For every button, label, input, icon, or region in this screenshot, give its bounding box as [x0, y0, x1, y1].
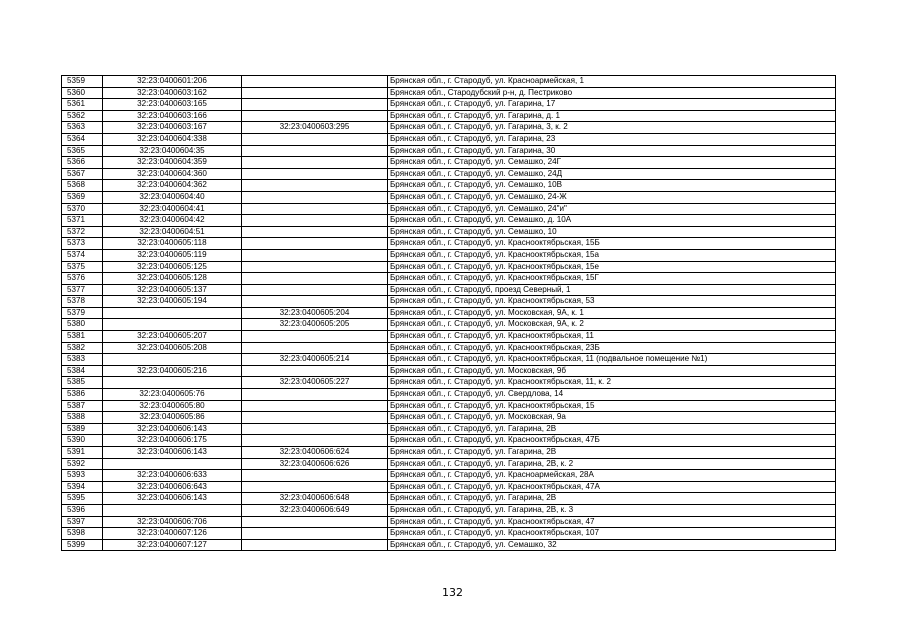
land-cadastral-number-cell: 32:23:0400605:125 [103, 261, 242, 273]
land-cadastral-number-cell [103, 319, 242, 331]
land-cadastral-number-cell: 32:23:0400604:35 [103, 145, 242, 157]
table-row [62, 516, 836, 528]
land-cadastral-number-cell: 32:23:0400605:208 [103, 342, 242, 354]
object-cadastral-number-cell [242, 273, 388, 285]
row-number-cell: 5385 [62, 377, 103, 389]
address-cell: Брянская обл., г. Стародуб, ул. Гагарина, 30 [388, 145, 836, 157]
row-number-cell: 5359 [62, 76, 103, 88]
object-cadastral-number-cell [242, 389, 388, 401]
address-cell: Брянская обл., г. Стародуб, ул. Свердлова, 14 [388, 389, 836, 401]
land-cadastral-number-cell: 32:23:0400604:359 [103, 157, 242, 169]
address-cell: Брянская обл., г. Стародуб, ул. Гагарина, 2В [388, 447, 836, 459]
address-cell: Брянская обл., г. Стародуб, ул. Краснооктябрьская, 47А [388, 481, 836, 493]
address-cell: Брянская обл., г. Стародуб, ул. Гагарина, 2В, к. 3 [388, 504, 836, 516]
table-row [62, 191, 836, 203]
object-cadastral-number-cell [242, 168, 388, 180]
table-row [62, 180, 836, 192]
table-row [62, 99, 836, 111]
object-cadastral-number-cell [242, 249, 388, 261]
row-number-cell: 5375 [62, 261, 103, 273]
table-row [62, 307, 836, 319]
object-cadastral-number-cell [242, 481, 388, 493]
table-row [62, 273, 836, 285]
table-row [62, 400, 836, 412]
row-number-cell: 5378 [62, 296, 103, 308]
address-cell: Брянская обл., г. Стародуб, ул. Гагарина, 2В [388, 493, 836, 505]
address-cell: Брянская обл., г. Стародуб, ул. Московская, 9б [388, 365, 836, 377]
object-cadastral-number-cell [242, 342, 388, 354]
land-cadastral-number-cell: 32:23:0400605:207 [103, 331, 242, 343]
row-number-cell: 5398 [62, 528, 103, 540]
object-cadastral-number-cell [242, 539, 388, 551]
table-row [62, 365, 836, 377]
page-number: 132 [442, 586, 463, 599]
table-row [62, 261, 836, 273]
address-cell: Брянская обл., г. Стародуб, ул. Семашко, 24Д [388, 168, 836, 180]
address-cell: Брянская обл., г. Стародуб, ул. Семашко, 10 [388, 226, 836, 238]
object-cadastral-number-cell [242, 261, 388, 273]
table-row [62, 133, 836, 145]
table-body [62, 76, 836, 551]
address-cell: Брянская обл., г. Стародуб, ул. Краснооктябрьская, 11 [388, 331, 836, 343]
row-number-cell: 5373 [62, 238, 103, 250]
address-cell: Брянская обл., г. Стародуб, ул. Краснооктябрьская, 107 [388, 528, 836, 540]
row-number-cell: 5395 [62, 493, 103, 505]
table-row [62, 377, 836, 389]
object-cadastral-number-cell [242, 110, 388, 122]
land-cadastral-number-cell: 32:23:0400606:643 [103, 481, 242, 493]
object-cadastral-number-cell [242, 76, 388, 88]
row-number-cell: 5390 [62, 435, 103, 447]
table-row [62, 203, 836, 215]
address-cell: Брянская обл., г. Стародуб, ул. Гагарина, 2В [388, 423, 836, 435]
object-cadastral-number-cell: 32:23:0400605:227 [242, 377, 388, 389]
table-row [62, 76, 836, 88]
address-cell: Брянская обл., г. Стародуб, ул. Гагарина, д. 1 [388, 110, 836, 122]
land-cadastral-number-cell [103, 307, 242, 319]
land-cadastral-number-cell: 32:23:0400601:206 [103, 76, 242, 88]
address-cell: Брянская обл., г. Стародуб, ул. Гагарина, 3, к. 2 [388, 122, 836, 134]
land-cadastral-number-cell: 32:23:0400605:194 [103, 296, 242, 308]
object-cadastral-number-cell [242, 365, 388, 377]
row-number-cell: 5387 [62, 400, 103, 412]
address-cell: Брянская обл., г. Стародуб, ул. Красноармейская, 28А [388, 470, 836, 482]
object-cadastral-number-cell [242, 157, 388, 169]
land-cadastral-number-cell [103, 504, 242, 516]
table-row [62, 238, 836, 250]
address-cell: Брянская обл., г. Стародуб, ул. Семашко, 24Г [388, 157, 836, 169]
land-cadastral-number-cell: 32:23:0400606:633 [103, 470, 242, 482]
land-cadastral-number-cell: 32:23:0400605:128 [103, 273, 242, 285]
object-cadastral-number-cell: 32:23:0400606:624 [242, 447, 388, 459]
land-cadastral-number-cell: 32:23:0400606:706 [103, 516, 242, 528]
land-cadastral-number-cell: 32:23:0400604:41 [103, 203, 242, 215]
table-row [62, 354, 836, 366]
land-cadastral-number-cell: 32:23:0400604:51 [103, 226, 242, 238]
row-number-cell: 5399 [62, 539, 103, 551]
row-number-cell: 5397 [62, 516, 103, 528]
address-cell: Брянская обл., г. Стародуб, ул. Краснооктябрьская, 15 [388, 400, 836, 412]
address-cell: Брянская обл., г. Стародуб, ул. Семашко, 32 [388, 539, 836, 551]
address-cell: Брянская обл., г. Стародуб, ул. Краснооктябрьская, 47 [388, 516, 836, 528]
address-cell: Брянская обл., г. Стародуб, ул. Семашко, д. 10А [388, 215, 836, 227]
table-row [62, 435, 836, 447]
row-number-cell: 5370 [62, 203, 103, 215]
table-row [62, 412, 836, 424]
land-cadastral-number-cell: 32:23:0400603:166 [103, 110, 242, 122]
row-number-cell: 5371 [62, 215, 103, 227]
table-row [62, 87, 836, 99]
row-number-cell: 5379 [62, 307, 103, 319]
row-number-cell: 5392 [62, 458, 103, 470]
land-cadastral-number-cell: 32:23:0400605:76 [103, 389, 242, 401]
table-row [62, 481, 836, 493]
table-row [62, 157, 836, 169]
land-cadastral-number-cell: 32:23:0400604:40 [103, 191, 242, 203]
cadastral-table [61, 75, 836, 551]
table-row [62, 319, 836, 331]
address-cell: Брянская обл., г. Стародуб, ул. Краснооктябрьская, 53 [388, 296, 836, 308]
object-cadastral-number-cell: 32:23:0400606:648 [242, 493, 388, 505]
table-row [62, 342, 836, 354]
land-cadastral-number-cell: 32:23:0400603:162 [103, 87, 242, 99]
row-number-cell: 5360 [62, 87, 103, 99]
object-cadastral-number-cell [242, 203, 388, 215]
address-cell: Брянская обл., г. Стародуб, ул. Семашко, 24-Ж [388, 191, 836, 203]
row-number-cell: 5368 [62, 180, 103, 192]
land-cadastral-number-cell: 32:23:0400605:216 [103, 365, 242, 377]
row-number-cell: 5388 [62, 412, 103, 424]
object-cadastral-number-cell: 32:23:0400605:205 [242, 319, 388, 331]
land-cadastral-number-cell: 32:23:0400605:118 [103, 238, 242, 250]
object-cadastral-number-cell [242, 296, 388, 308]
document-page [61, 75, 836, 551]
land-cadastral-number-cell: 32:23:0400606:143 [103, 423, 242, 435]
address-cell: Брянская обл., г. Стародуб, ул. Краснооктябрьская, 11, к. 2 [388, 377, 836, 389]
table-row [62, 284, 836, 296]
row-number-cell: 5389 [62, 423, 103, 435]
object-cadastral-number-cell [242, 87, 388, 99]
address-cell: Брянская обл., г. Стародуб, ул. Гагарина, 17 [388, 99, 836, 111]
address-cell: Брянская обл., Стародубский р-н, д. Пестриково [388, 87, 836, 99]
land-cadastral-number-cell: 32:23:0400604:42 [103, 215, 242, 227]
table-row [62, 168, 836, 180]
object-cadastral-number-cell: 32:23:0400605:214 [242, 354, 388, 366]
row-number-cell: 5376 [62, 273, 103, 285]
row-number-cell: 5374 [62, 249, 103, 261]
row-number-cell: 5362 [62, 110, 103, 122]
object-cadastral-number-cell [242, 435, 388, 447]
table-row [62, 331, 836, 343]
row-number-cell: 5361 [62, 99, 103, 111]
land-cadastral-number-cell [103, 354, 242, 366]
address-cell: Брянская обл., г. Стародуб, ул. Краснооктябрьская, 11 (подвальное помещение №1) [388, 354, 836, 366]
land-cadastral-number-cell: 32:23:0400606:143 [103, 493, 242, 505]
table-row [62, 528, 836, 540]
row-number-cell: 5381 [62, 331, 103, 343]
land-cadastral-number-cell: 32:23:0400607:127 [103, 539, 242, 551]
object-cadastral-number-cell [242, 423, 388, 435]
table-row [62, 447, 836, 459]
table-row [62, 493, 836, 505]
address-cell: Брянская обл., г. Стародуб, ул. Краснооктябрьская, 15е [388, 261, 836, 273]
row-number-cell: 5363 [62, 122, 103, 134]
object-cadastral-number-cell [242, 528, 388, 540]
object-cadastral-number-cell [242, 133, 388, 145]
object-cadastral-number-cell [242, 400, 388, 412]
row-number-cell: 5364 [62, 133, 103, 145]
table-row [62, 539, 836, 551]
row-number-cell: 5380 [62, 319, 103, 331]
address-cell: Брянская обл., г. Стародуб, ул. Краснооктябрьская, 15Г [388, 273, 836, 285]
row-number-cell: 5366 [62, 157, 103, 169]
object-cadastral-number-cell [242, 238, 388, 250]
land-cadastral-number-cell: 32:23:0400603:165 [103, 99, 242, 111]
table-row [62, 423, 836, 435]
object-cadastral-number-cell [242, 516, 388, 528]
object-cadastral-number-cell [242, 412, 388, 424]
row-number-cell: 5372 [62, 226, 103, 238]
land-cadastral-number-cell [103, 377, 242, 389]
row-number-cell: 5383 [62, 354, 103, 366]
table-row [62, 504, 836, 516]
object-cadastral-number-cell [242, 331, 388, 343]
land-cadastral-number-cell: 32:23:0400607:126 [103, 528, 242, 540]
table-row [62, 122, 836, 134]
row-number-cell: 5365 [62, 145, 103, 157]
address-cell: Брянская обл., г. Стародуб, ул. Краснооктябрьская, 47Б [388, 435, 836, 447]
address-cell: Брянская обл., г. Стародуб, проезд Северный, 1 [388, 284, 836, 296]
table-row [62, 110, 836, 122]
row-number-cell: 5396 [62, 504, 103, 516]
land-cadastral-number-cell [103, 458, 242, 470]
land-cadastral-number-cell: 32:23:0400606:175 [103, 435, 242, 447]
object-cadastral-number-cell [242, 99, 388, 111]
row-number-cell: 5393 [62, 470, 103, 482]
address-cell: Брянская обл., г. Стародуб, ул. Семашко, 10В [388, 180, 836, 192]
table-row [62, 296, 836, 308]
row-number-cell: 5386 [62, 389, 103, 401]
table-row [62, 458, 836, 470]
object-cadastral-number-cell: 32:23:0400605:204 [242, 307, 388, 319]
row-number-cell: 5382 [62, 342, 103, 354]
row-number-cell: 5367 [62, 168, 103, 180]
address-cell: Брянская обл., г. Стародуб, ул. Краснооктябрьская, 15а [388, 249, 836, 261]
land-cadastral-number-cell: 32:23:0400604:362 [103, 180, 242, 192]
object-cadastral-number-cell [242, 215, 388, 227]
object-cadastral-number-cell: 32:23:0400606:626 [242, 458, 388, 470]
land-cadastral-number-cell: 32:23:0400605:119 [103, 249, 242, 261]
row-number-cell: 5391 [62, 447, 103, 459]
row-number-cell: 5384 [62, 365, 103, 377]
land-cadastral-number-cell: 32:23:0400606:143 [103, 447, 242, 459]
table-row [62, 249, 836, 261]
address-cell: Брянская обл., г. Стародуб, ул. Гагарина, 2В, к. 2 [388, 458, 836, 470]
row-number-cell: 5369 [62, 191, 103, 203]
land-cadastral-number-cell: 32:23:0400604:338 [103, 133, 242, 145]
object-cadastral-number-cell [242, 180, 388, 192]
address-cell: Брянская обл., г. Стародуб, ул. Красноармейская, 1 [388, 76, 836, 88]
address-cell: Брянская обл., г. Стародуб, ул. Московская, 9А, к. 2 [388, 319, 836, 331]
address-cell: Брянская обл., г. Стародуб, ул. Гагарина, 23 [388, 133, 836, 145]
land-cadastral-number-cell: 32:23:0400605:80 [103, 400, 242, 412]
address-cell: Брянская обл., г. Стародуб, ул. Семашко, 24"и" [388, 203, 836, 215]
table-row [62, 145, 836, 157]
object-cadastral-number-cell [242, 191, 388, 203]
object-cadastral-number-cell [242, 145, 388, 157]
land-cadastral-number-cell: 32:23:0400603:167 [103, 122, 242, 134]
object-cadastral-number-cell [242, 284, 388, 296]
address-cell: Брянская обл., г. Стародуб, ул. Московская, 9А, к. 1 [388, 307, 836, 319]
land-cadastral-number-cell: 32:23:0400604:360 [103, 168, 242, 180]
object-cadastral-number-cell: 32:23:0400606:649 [242, 504, 388, 516]
address-cell: Брянская обл., г. Стародуб, ул. Краснооктябрьская, 15Б [388, 238, 836, 250]
row-number-cell: 5377 [62, 284, 103, 296]
address-cell: Брянская обл., г. Стародуб, ул. Краснооктябрьская, 23Б [388, 342, 836, 354]
table-row [62, 389, 836, 401]
object-cadastral-number-cell [242, 470, 388, 482]
object-cadastral-number-cell [242, 226, 388, 238]
address-cell: Брянская обл., г. Стародуб, ул. Московская, 9а [388, 412, 836, 424]
land-cadastral-number-cell: 32:23:0400605:137 [103, 284, 242, 296]
row-number-cell: 5394 [62, 481, 103, 493]
table-row [62, 470, 836, 482]
table-row [62, 215, 836, 227]
land-cadastral-number-cell: 32:23:0400605:86 [103, 412, 242, 424]
object-cadastral-number-cell: 32:23:0400603:295 [242, 122, 388, 134]
table-row [62, 226, 836, 238]
